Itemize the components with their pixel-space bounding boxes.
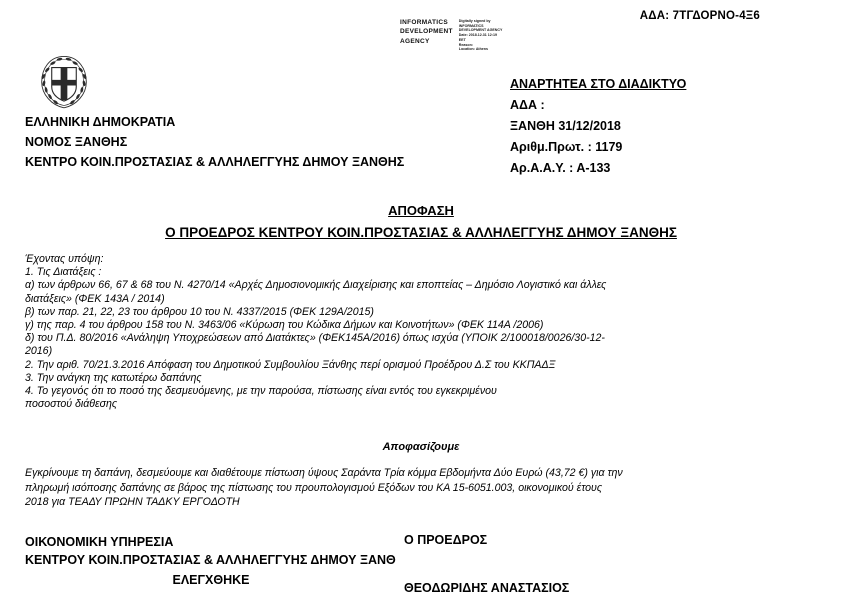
president-signature-block: [404, 533, 570, 595]
legal-basis-section: [25, 253, 820, 411]
document-title: [0, 203, 842, 218]
document-meta-block: [510, 74, 686, 179]
issuing-authority-block: [25, 112, 404, 172]
authority-line-prefecture: ΝΟΜΟΣ ΞΑΝΘΗΣ: [25, 135, 128, 149]
clause-line: 4. Το γεγονός ότι το ποσό της δεσμευόμενης, με την παρούσα, πίστωσης είναι εντός του εγκεκριμένου: [25, 385, 497, 398]
financial-service-center: ΚΕΝΤΡΟΥ ΚΟΙΝ.ΠΡΟΣΤΑΣΙΑΣ & ΑΛΛΗΛΕΓΓΥΗΣ ΔΗΜΟΥ ΞΑΝΘ: [25, 553, 396, 567]
clause-line: α) των άρθρων 66, 67 & 68 του Ν. 4270/14 «Αρχές Δημοσιονομικής Διαχείρισης και εποπτείας – Δημόσιο Λογιστικό και άλλες: [25, 279, 607, 292]
hellenic-republic-emblem-icon: [36, 52, 92, 110]
ida-name-line-2: DEVELOPMENT: [400, 28, 453, 36]
president-role-label: Ο ΠΡΟΕΔΡΟΣ: [404, 533, 488, 547]
preamble-text: Έχοντας υπόψη:: [25, 253, 104, 265]
document-subtitle-text: Ο ΠΡΟΕΔΡΟΣ ΚΕΝΤΡΟΥ ΚΟΙΝ.ΠΡΟΣΤΑΣΙΑΣ & ΑΛΛΗΛΕΓΓΥΗΣ ΔΗΜΟΥ ΞΑΝΘΗΣ: [165, 225, 677, 240]
document-title-text: ΑΠΟΦΑΣΗ: [388, 203, 454, 218]
ida-agency-name: [400, 18, 453, 46]
ida-name-line-3: AGENCY: [400, 37, 430, 45]
decision-line: Εγκρίνουμε τη δαπάνη, δεσμεύουμε και διαθέτουμε πίστωση ύψους Σαράντα Τρία κόμμα Εβδομήντα Δύο Ευρώ (43,72 €) για την: [25, 467, 623, 479]
signature-line-4: EET: [458, 37, 466, 42]
signature-line-1: INFORMATICS: [458, 23, 484, 28]
clause-line: 3. Την ανάγκη της κατωτέρω δαπάνης: [25, 371, 202, 384]
signature-line-0: Digitally signed by: [458, 19, 491, 23]
clause-line: 2016): [25, 345, 53, 358]
clause-line: 2. Την αριθ. 70/21.3.2016 Απόφαση του Δημοτικού Συμβουλίου Ξάνθης περί ορισμού Προέδρου Δ.Σ του ΚΚΠΑΔΞ: [25, 358, 556, 371]
aay-number: Αρ.Α.Α.Υ. : Α-133: [510, 161, 611, 175]
signature-line-3: Date: 2018.12.31 12:19: [458, 33, 497, 38]
signature-line-5: Reason:: [458, 42, 473, 47]
clause-line: διατάξεις» (ΦΕΚ 143Α / 2014): [25, 292, 165, 305]
decision-line: 2018 για ΤΕΑΔΥ ΠΡΩΗΝ ΤΑΔΚΥ ΕΡΓΟΔΟΤΗ: [25, 496, 240, 509]
protocol-number: Αριθμ.Πρωτ. : 1179: [510, 140, 623, 154]
signature-line-2: DEVELOPMENT AGENCY: [458, 28, 503, 33]
ada-code-header: ΑΔΑ: 7ΤΓΔΟΡΝΟ-4Ξ6: [639, 10, 760, 22]
clause-line: γ) της παρ. 4 του άρθρου 158 του Ν. 3463/06 «Κύρωση του Κώδικα Δήμων και Κοινοτήτων» (ΦΕΚ 114Α /2006): [25, 319, 544, 332]
decision-body: [25, 466, 825, 510]
posting-notice: ΑΝΑΡΤΗΤΕΑ ΣΤΟ ΔΙΑΔΙΚΤΥΟ: [510, 77, 687, 91]
authority-line-republic: ΕΛΛΗΝΙΚΗ ΔΗΜΟΚΡΑΤΙΑ: [25, 115, 176, 129]
ida-name-line-1: INFORMATICS: [400, 19, 448, 26]
ida-logo-block: [400, 18, 502, 52]
clause-line: ποσοστού διάθεσης: [25, 398, 118, 411]
ada-label: ΑΔΑ :: [510, 98, 545, 112]
president-name: ΘΕΟΔΩΡΙΔΗΣ ΑΝΑΣΤΑΣΙΟΣ: [404, 581, 570, 595]
decision-heading: Αποφασίζουμε: [382, 441, 460, 453]
authority-line-center: ΚΕΝΤΡΟ ΚΟΙΝ.ΠΡΟΣΤΑΣΙΑΣ & ΑΛΛΗΛΕΓΓΥΗΣ ΔΗΜΟΥ ΞΑΝΘΗΣ: [25, 155, 405, 169]
decision-line: πληρωμή ισόποσης δαπάνης σε βάρος της πίστωσης του προυπολογισμού Εξόδων του ΚΑ 15-6051.003, οικονομικού έτους: [25, 481, 603, 494]
digital-signature-stamp: [459, 19, 503, 52]
clause-line: δ) του Π.Δ. 80/2016 «Ανάληψη Υποχρεώσεων από Διατάκτες» (ΦΕΚ145Α/2016) όπως ισχύα (ΥΠΟΙΚ 2/100018/0026/30-12-: [25, 332, 605, 345]
document-subtitle: [0, 225, 842, 240]
financial-service-title: ΟΙΚΟΝΟΜΙΚΗ ΥΠΗΡΕΣΙΑ: [25, 535, 174, 549]
checked-label: ΕΛΕΓΧΘΗΚΕ: [172, 573, 250, 587]
clause-line: 1. Τις Διατάξεις :: [25, 266, 102, 279]
place-and-date: ΞΑΝΘΗ 31/12/2018: [510, 119, 621, 133]
financial-service-signature-block: [25, 533, 397, 589]
clause-line: β) των παρ. 21, 22, 23 του άρθρου 10 του Ν. 4337/2015 (ΦΕΚ 129Α/2015): [25, 305, 374, 318]
signature-line-6: Location: Athens: [458, 47, 488, 52]
